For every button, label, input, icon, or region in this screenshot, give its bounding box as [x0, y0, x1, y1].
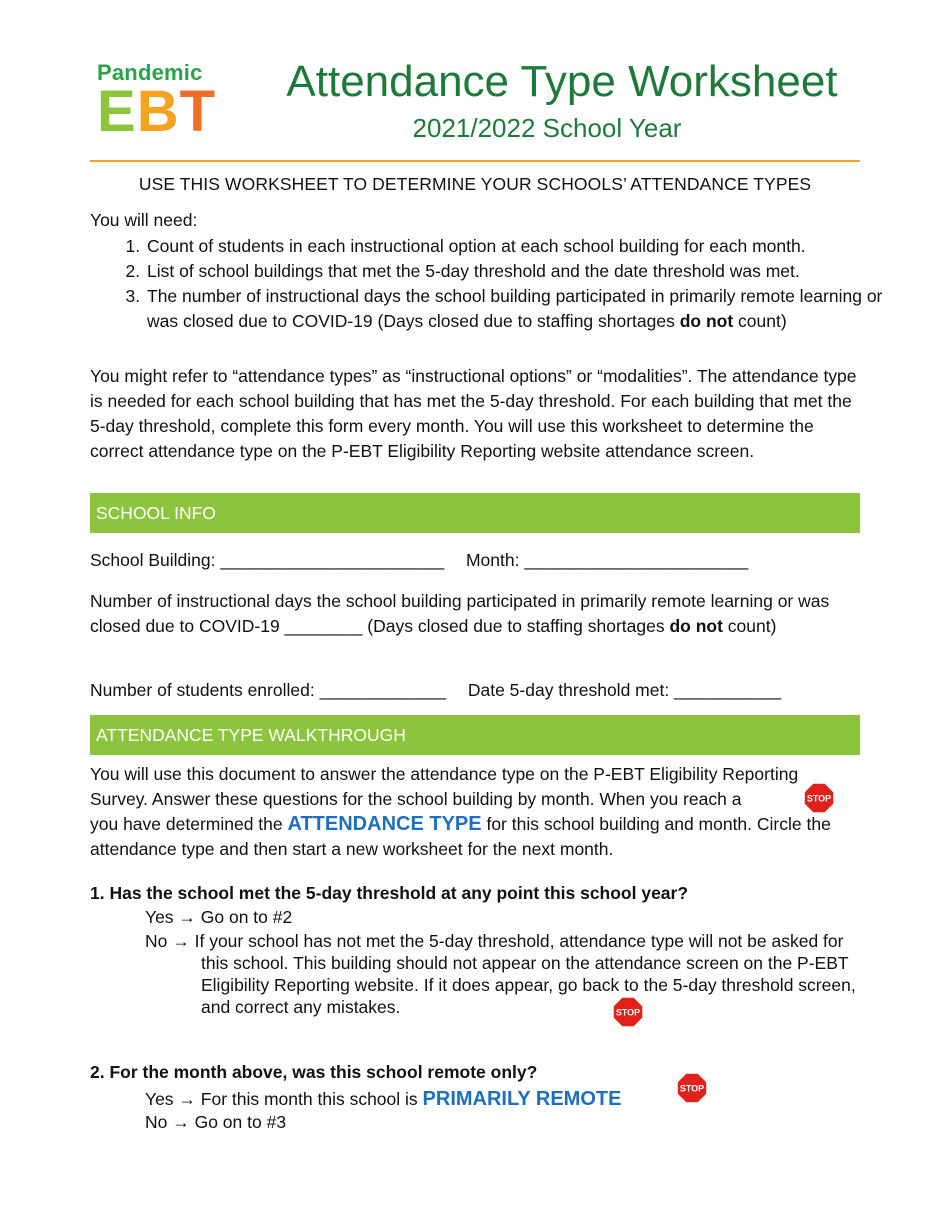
question-2-title: 2. For the month above, was this school remote only? [90, 1062, 538, 1082]
enrollment-row [90, 678, 860, 703]
question-1-yes: Yes → Go on to #2 [145, 907, 293, 927]
date-threshold-field[interactable]: Date 5-day threshold met: ___________ [467, 680, 782, 700]
walkthrough-paragraph-cont [90, 812, 860, 862]
question-2-no: No → Go on to #3 [145, 1112, 287, 1132]
walkthrough-text-2: you have determined the [90, 814, 288, 834]
header-divider [90, 160, 860, 162]
month-field[interactable]: Month: _______________________ [465, 550, 749, 570]
walkthrough-band [90, 715, 860, 755]
stop-sign-icon [612, 996, 644, 1028]
question-1-no [145, 930, 860, 1018]
question-2-yes-lead: Yes → For this month this school is [145, 1089, 423, 1109]
school-info-heading: SCHOOL INFO [96, 503, 216, 523]
walkthrough-text-3: for this school building and month. Circle the attendance type and then start a new worksheet for the next month. [90, 814, 831, 859]
walkthrough-text-1: You will use this document to answer the attendance type on the P-EBT Eligibility Reporting Survey. Answer these questions for the school building by month. When you reach a [90, 764, 799, 809]
attendance-type-accent: ATTENDANCE TYPE [287, 813, 482, 835]
stop-sign-label: STOP [615, 1007, 641, 1018]
logo-ebt-text [97, 79, 229, 144]
students-enrolled-field[interactable]: Number of students enrolled: _____________ [90, 680, 447, 700]
stop-sign-icon [676, 1072, 708, 1104]
stop-sign-icon [803, 782, 835, 814]
logo-letter-t: T [179, 79, 217, 144]
list-item-text: The number of instructional days the school building participated in primarily remote learning or was closed due to COVID-19 (Days closed due to staffing shortages [147, 286, 883, 331]
emphasis-do-not: do not [669, 616, 723, 636]
school-building-row [90, 548, 860, 573]
question-1-no-lead: No → [145, 931, 195, 951]
walkthrough-heading: ATTENDANCE TYPE WALKTHROUGH [96, 725, 406, 745]
intro-paragraph: You might refer to “attendance types” as “instructional options” or “modalities”. The attendance type is needed for each school building that has met the 5-day threshold. For each building that met the 5-day threshold, complete this form every month. You will use this worksheet to determine the correct attendance type on the P-EBT Eligibility Reporting website attendance screen. [90, 366, 857, 461]
logo-letter-b: B [136, 79, 180, 144]
school-info-band [90, 493, 860, 533]
instructional-days-text-end: count) [722, 616, 777, 636]
stop-sign-label: STOP [806, 793, 832, 804]
instructional-days-field[interactable] [90, 589, 860, 639]
list-item [145, 259, 915, 284]
needs-list [90, 234, 915, 334]
page-title: Attendance Type Worksheet [286, 57, 838, 106]
list-item [145, 284, 915, 334]
list-item-text: Count of students in each instructional option at each school building for each month. [147, 236, 806, 256]
logo-pandemic-text: Pandemic [97, 60, 203, 85]
instruction-heading: USE THIS WORKSHEET TO DETERMINE YOUR SCHOOLS’ ATTENDANCE TYPES [138, 174, 812, 194]
list-item [145, 234, 915, 259]
you-will-need-label: You will need: [90, 210, 198, 230]
emphasis-do-not: do not [679, 311, 734, 331]
page-subtitle: 2021/2022 School Year [412, 113, 682, 143]
stop-sign-label: STOP [679, 1083, 705, 1094]
logo-letter-e: E [97, 79, 137, 144]
question-1-no-text: If your school has not met the 5-day threshold, attendance type will not be asked for this school. This building should not appear on the attendance screen on the P-EBT Eligibility Reporting website. If it does appear, go back to the 5-day threshold screen, and correct any mistakes. [194, 931, 856, 1017]
school-building-field[interactable]: School Building: _______________________ [90, 550, 445, 570]
walkthrough-paragraph [90, 762, 840, 812]
list-item-text-end: count) [733, 311, 787, 331]
instructional-days-text: Number of instructional days the school building participated in primarily remote learning or was closed due to COVID-19 ________ (Days closed due to staffing shortages [90, 591, 830, 636]
pandemic-ebt-logo [97, 60, 229, 144]
question-1-title: 1. Has the school met the 5-day threshold at any point this school year? [90, 883, 689, 903]
primarily-remote-accent: PRIMARILY REMOTE [422, 1088, 622, 1110]
list-item-text: List of school buildings that met the 5-day threshold and the date threshold was met. [147, 261, 800, 281]
question-2-yes [145, 1088, 621, 1110]
